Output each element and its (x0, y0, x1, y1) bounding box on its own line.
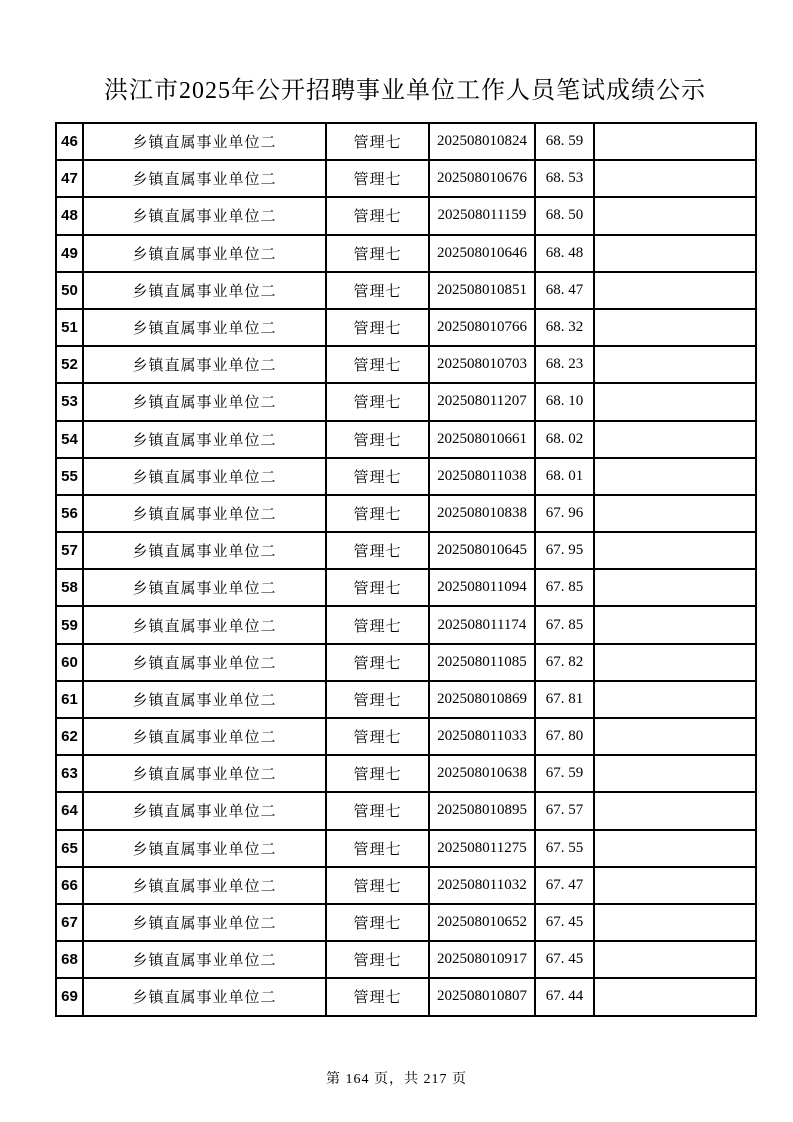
score-table-body (56, 123, 756, 1016)
table-row (56, 941, 756, 978)
table-row (56, 197, 756, 234)
table-row (56, 235, 756, 272)
exam-number-cell: 202508010661 (429, 421, 535, 458)
table-row (56, 792, 756, 829)
remark-cell (594, 160, 756, 197)
unit-cell: 乡镇直属事业单位二 (83, 718, 326, 755)
exam-number-cell: 202508010807 (429, 978, 535, 1015)
score-cell: 68. 23 (535, 346, 594, 383)
position-cell: 管理七 (326, 792, 429, 829)
position-cell: 管理七 (326, 272, 429, 309)
unit-cell: 乡镇直属事业单位二 (83, 681, 326, 718)
table-row (56, 421, 756, 458)
table-row (56, 272, 756, 309)
row-number-cell: 59 (56, 606, 83, 643)
position-cell: 管理七 (326, 123, 429, 160)
unit-cell: 乡镇直属事业单位二 (83, 346, 326, 383)
table-row (56, 904, 756, 941)
position-cell: 管理七 (326, 235, 429, 272)
remark-cell (594, 532, 756, 569)
score-cell: 67. 45 (535, 941, 594, 978)
position-cell: 管理七 (326, 755, 429, 792)
remark-cell (594, 569, 756, 606)
remark-cell (594, 830, 756, 867)
exam-number-cell: 202508010824 (429, 123, 535, 160)
position-cell: 管理七 (326, 309, 429, 346)
position-cell: 管理七 (326, 346, 429, 383)
remark-cell (594, 644, 756, 681)
exam-number-cell: 202508011033 (429, 718, 535, 755)
exam-number-cell: 202508011275 (429, 830, 535, 867)
page-number-footer: 第 164 页，共 217 页 (326, 1072, 467, 1087)
exam-number-cell: 202508010895 (429, 792, 535, 829)
position-cell: 管理七 (326, 718, 429, 755)
exam-number-cell: 202508010838 (429, 495, 535, 532)
row-number-cell: 51 (56, 309, 83, 346)
row-number-cell: 60 (56, 644, 83, 681)
table-row (56, 160, 756, 197)
exam-number-cell: 202508011094 (429, 569, 535, 606)
unit-cell: 乡镇直属事业单位二 (83, 644, 326, 681)
unit-cell: 乡镇直属事业单位二 (83, 383, 326, 420)
table-row (56, 867, 756, 904)
table-row (56, 532, 756, 569)
remark-cell (594, 867, 756, 904)
table-row (56, 309, 756, 346)
exam-number-cell: 202508010703 (429, 346, 535, 383)
remark-cell (594, 718, 756, 755)
position-cell: 管理七 (326, 978, 429, 1015)
table-row (56, 755, 756, 792)
table-row (56, 681, 756, 718)
exam-number-cell: 202508010766 (429, 309, 535, 346)
exam-number-cell: 202508010638 (429, 755, 535, 792)
unit-cell: 乡镇直属事业单位二 (83, 867, 326, 904)
unit-cell: 乡镇直属事业单位二 (83, 569, 326, 606)
score-cell: 68. 47 (535, 272, 594, 309)
score-cell: 68. 59 (535, 123, 594, 160)
row-number-cell: 52 (56, 346, 83, 383)
score-cell: 67. 57 (535, 792, 594, 829)
position-cell: 管理七 (326, 867, 429, 904)
exam-number-cell: 202508011207 (429, 383, 535, 420)
exam-number-cell: 202508010851 (429, 272, 535, 309)
score-cell: 67. 85 (535, 569, 594, 606)
position-cell: 管理七 (326, 830, 429, 867)
remark-cell (594, 197, 756, 234)
position-cell: 管理七 (326, 197, 429, 234)
score-cell: 67. 80 (535, 718, 594, 755)
unit-cell: 乡镇直属事业单位二 (83, 532, 326, 569)
exam-number-cell: 202508010869 (429, 681, 535, 718)
unit-cell: 乡镇直属事业单位二 (83, 272, 326, 309)
remark-cell (594, 904, 756, 941)
position-cell: 管理七 (326, 941, 429, 978)
page-title: 洪江市2025年公开招聘事业单位工作人员笔试成绩公示 (104, 78, 706, 104)
position-cell: 管理七 (326, 904, 429, 941)
remark-cell (594, 606, 756, 643)
exam-number-cell: 202508010917 (429, 941, 535, 978)
remark-cell (594, 458, 756, 495)
unit-cell: 乡镇直属事业单位二 (83, 123, 326, 160)
row-number-cell: 50 (56, 272, 83, 309)
row-number-cell: 55 (56, 458, 83, 495)
row-number-cell: 67 (56, 904, 83, 941)
row-number-cell: 61 (56, 681, 83, 718)
remark-cell (594, 681, 756, 718)
row-number-cell: 58 (56, 569, 83, 606)
score-cell: 67. 85 (535, 606, 594, 643)
unit-cell: 乡镇直属事业单位二 (83, 755, 326, 792)
table-row (56, 718, 756, 755)
exam-number-cell: 202508010676 (429, 160, 535, 197)
table-row (56, 606, 756, 643)
remark-cell (594, 309, 756, 346)
position-cell: 管理七 (326, 606, 429, 643)
unit-cell: 乡镇直属事业单位二 (83, 941, 326, 978)
remark-cell (594, 383, 756, 420)
unit-cell: 乡镇直属事业单位二 (83, 458, 326, 495)
score-cell: 67. 96 (535, 495, 594, 532)
table-row (56, 495, 756, 532)
score-cell: 68. 02 (535, 421, 594, 458)
remark-cell (594, 978, 756, 1015)
score-cell: 68. 10 (535, 383, 594, 420)
score-cell: 68. 32 (535, 309, 594, 346)
remark-cell (594, 421, 756, 458)
position-cell: 管理七 (326, 681, 429, 718)
unit-cell: 乡镇直属事业单位二 (83, 606, 326, 643)
remark-cell (594, 272, 756, 309)
row-number-cell: 57 (56, 532, 83, 569)
unit-cell: 乡镇直属事业单位二 (83, 495, 326, 532)
exam-number-cell: 202508010646 (429, 235, 535, 272)
table-row (56, 346, 756, 383)
table-row (56, 458, 756, 495)
score-cell: 67. 82 (535, 644, 594, 681)
row-number-cell: 68 (56, 941, 83, 978)
position-cell: 管理七 (326, 495, 429, 532)
unit-cell: 乡镇直属事业单位二 (83, 197, 326, 234)
remark-cell (594, 495, 756, 532)
remark-cell (594, 792, 756, 829)
row-number-cell: 53 (56, 383, 83, 420)
position-cell: 管理七 (326, 569, 429, 606)
score-cell: 67. 95 (535, 532, 594, 569)
score-cell: 68. 01 (535, 458, 594, 495)
table-row (56, 644, 756, 681)
row-number-cell: 48 (56, 197, 83, 234)
table-row (56, 123, 756, 160)
row-number-cell: 56 (56, 495, 83, 532)
table-row (56, 383, 756, 420)
exam-number-cell: 202508011085 (429, 644, 535, 681)
score-cell: 68. 53 (535, 160, 594, 197)
score-cell: 67. 55 (535, 830, 594, 867)
row-number-cell: 66 (56, 867, 83, 904)
row-number-cell: 64 (56, 792, 83, 829)
row-number-cell: 49 (56, 235, 83, 272)
exam-number-cell: 202508011159 (429, 197, 535, 234)
row-number-cell: 46 (56, 123, 83, 160)
unit-cell: 乡镇直属事业单位二 (83, 309, 326, 346)
table-row (56, 978, 756, 1015)
exam-number-cell: 202508011038 (429, 458, 535, 495)
row-number-cell: 47 (56, 160, 83, 197)
score-cell: 68. 50 (535, 197, 594, 234)
remark-cell (594, 235, 756, 272)
position-cell: 管理七 (326, 644, 429, 681)
table-row (56, 830, 756, 867)
remark-cell (594, 941, 756, 978)
row-number-cell: 62 (56, 718, 83, 755)
exam-number-cell: 202508011032 (429, 867, 535, 904)
score-cell: 68. 48 (535, 235, 594, 272)
unit-cell: 乡镇直属事业单位二 (83, 421, 326, 458)
position-cell: 管理七 (326, 532, 429, 569)
score-cell: 67. 59 (535, 755, 594, 792)
row-number-cell: 54 (56, 421, 83, 458)
row-number-cell: 63 (56, 755, 83, 792)
position-cell: 管理七 (326, 160, 429, 197)
remark-cell (594, 123, 756, 160)
exam-number-cell: 202508010652 (429, 904, 535, 941)
unit-cell: 乡镇直属事业单位二 (83, 830, 326, 867)
score-table (55, 122, 757, 1017)
score-cell: 67. 81 (535, 681, 594, 718)
remark-cell (594, 755, 756, 792)
unit-cell: 乡镇直属事业单位二 (83, 792, 326, 829)
row-number-cell: 69 (56, 978, 83, 1015)
exam-number-cell: 202508010645 (429, 532, 535, 569)
exam-number-cell: 202508011174 (429, 606, 535, 643)
remark-cell (594, 346, 756, 383)
position-cell: 管理七 (326, 458, 429, 495)
unit-cell: 乡镇直属事业单位二 (83, 904, 326, 941)
unit-cell: 乡镇直属事业单位二 (83, 160, 326, 197)
score-cell: 67. 47 (535, 867, 594, 904)
score-cell: 67. 44 (535, 978, 594, 1015)
score-cell: 67. 45 (535, 904, 594, 941)
row-number-cell: 65 (56, 830, 83, 867)
unit-cell: 乡镇直属事业单位二 (83, 235, 326, 272)
position-cell: 管理七 (326, 421, 429, 458)
position-cell: 管理七 (326, 383, 429, 420)
unit-cell: 乡镇直属事业单位二 (83, 978, 326, 1015)
table-row (56, 569, 756, 606)
